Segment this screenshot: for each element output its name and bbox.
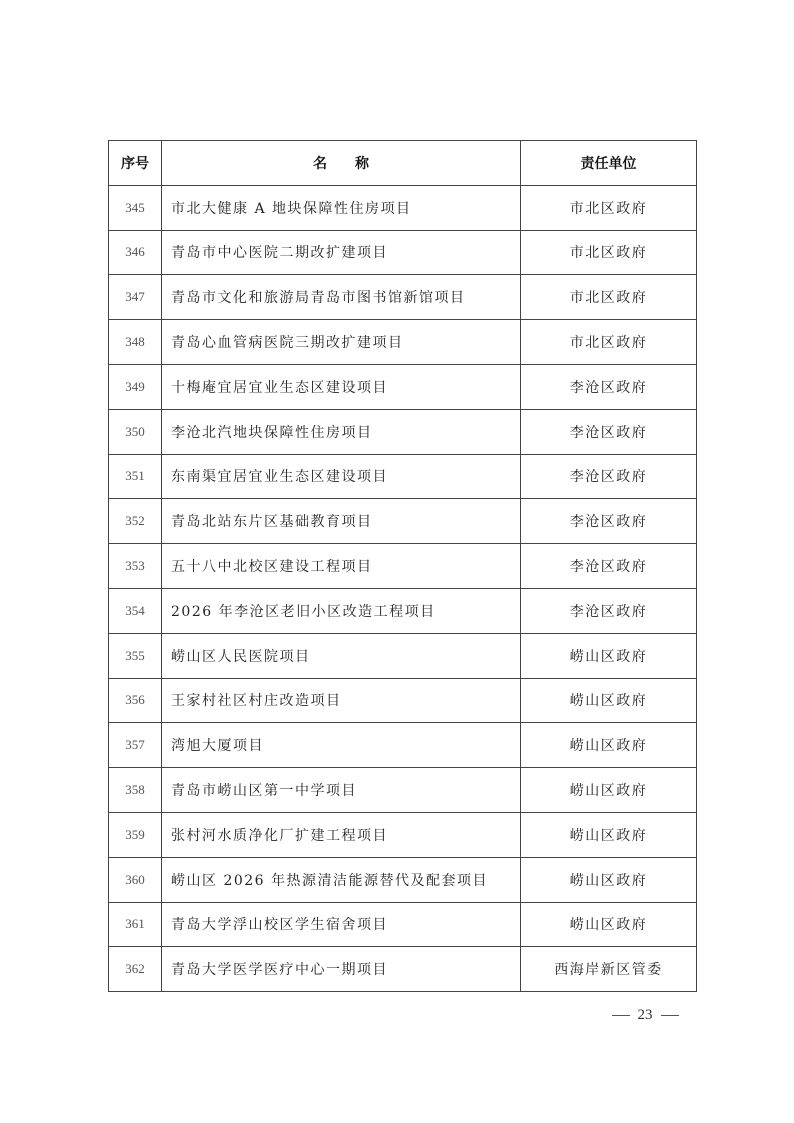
row-serial-number: 347 [109,275,162,320]
row-project-name: 十梅庵宜居宜业生态区建设项目 [162,364,521,409]
table-row [109,230,697,275]
row-responsible-unit: 李沧区政府 [521,588,697,633]
row-project-name: 青岛北站东片区基础教育项目 [162,499,521,544]
page-number-value: 23 [637,1007,653,1023]
row-project-name: 市北大健康 A 地块保障性住房项目 [162,185,521,230]
table-row [109,768,697,813]
table-row [109,320,697,365]
row-project-name: 青岛大学浮山校区学生宿舍项目 [162,902,521,947]
row-responsible-unit: 崂山区政府 [521,857,697,902]
header-row [109,141,697,186]
row-serial-number: 355 [109,633,162,678]
row-serial-number: 358 [109,768,162,813]
page-number [600,1007,690,1024]
row-responsible-unit: 市北区政府 [521,320,697,365]
row-responsible-unit: 崂山区政府 [521,902,697,947]
table-row [109,723,697,768]
row-project-name: 青岛心血管病医院三期改扩建项目 [162,320,521,365]
row-responsible-unit: 崂山区政府 [521,723,697,768]
row-project-name: 王家村社区村庄改造项目 [162,678,521,723]
table-row [109,947,697,992]
table-row [109,633,697,678]
row-project-name: 张村河水质净化厂扩建工程项目 [162,812,521,857]
row-responsible-unit: 李沧区政府 [521,409,697,454]
table-row [109,364,697,409]
row-project-name: 崂山区人民医院项目 [162,633,521,678]
row-serial-number: 346 [109,230,162,275]
row-responsible-unit: 崂山区政府 [521,812,697,857]
row-responsible-unit: 崂山区政府 [521,678,697,723]
row-responsible-unit: 李沧区政府 [521,544,697,589]
row-project-name: 青岛大学医学医疗中心一期项目 [162,947,521,992]
row-project-name: 崂山区 2026 年热源清洁能源替代及配套项目 [162,857,521,902]
row-serial-number: 350 [109,409,162,454]
row-project-name: 湾旭大厦项目 [162,723,521,768]
row-project-name: 青岛市文化和旅游局青岛市图书馆新馆项目 [162,275,521,320]
row-project-name: 五十八中北校区建设工程项目 [162,544,521,589]
row-serial-number: 359 [109,812,162,857]
dash-right-decoration [661,1015,679,1016]
row-responsible-unit: 崂山区政府 [521,768,697,813]
project-table [108,140,697,992]
table-row [109,185,697,230]
table-row [109,454,697,499]
row-serial-number: 351 [109,454,162,499]
dash-left-decoration [612,1015,630,1016]
table-body [109,185,697,991]
table-row [109,588,697,633]
table-row [109,902,697,947]
row-responsible-unit: 李沧区政府 [521,454,697,499]
row-responsible-unit: 市北区政府 [521,275,697,320]
row-responsible-unit: 西海岸新区管委 [521,947,697,992]
row-serial-number: 345 [109,185,162,230]
table-row [109,812,697,857]
row-responsible-unit: 李沧区政府 [521,499,697,544]
row-serial-number: 357 [109,723,162,768]
row-serial-number: 361 [109,902,162,947]
row-serial-number: 360 [109,857,162,902]
row-serial-number: 349 [109,364,162,409]
table-row [109,409,697,454]
row-project-name: 东南渠宜居宜业生态区建设项目 [162,454,521,499]
table-row [109,275,697,320]
header-name: 名称 [162,141,521,186]
row-serial-number: 354 [109,588,162,633]
row-responsible-unit: 崂山区政府 [521,633,697,678]
row-project-name: 青岛市中心医院二期改扩建项目 [162,230,521,275]
header-responsible-unit: 责任单位 [521,141,697,186]
table-header [109,141,697,186]
row-serial-number: 353 [109,544,162,589]
row-project-name: 李沧北汽地块保障性住房项目 [162,409,521,454]
row-serial-number: 362 [109,947,162,992]
row-serial-number: 348 [109,320,162,365]
table-row [109,499,697,544]
table-row [109,857,697,902]
table-row [109,678,697,723]
row-serial-number: 356 [109,678,162,723]
table-row [109,544,697,589]
row-responsible-unit: 市北区政府 [521,185,697,230]
row-project-name: 2026 年李沧区老旧小区改造工程项目 [162,588,521,633]
header-serial-number: 序号 [109,141,162,186]
row-responsible-unit: 市北区政府 [521,230,697,275]
row-project-name: 青岛市崂山区第一中学项目 [162,768,521,813]
row-responsible-unit: 李沧区政府 [521,364,697,409]
row-serial-number: 352 [109,499,162,544]
